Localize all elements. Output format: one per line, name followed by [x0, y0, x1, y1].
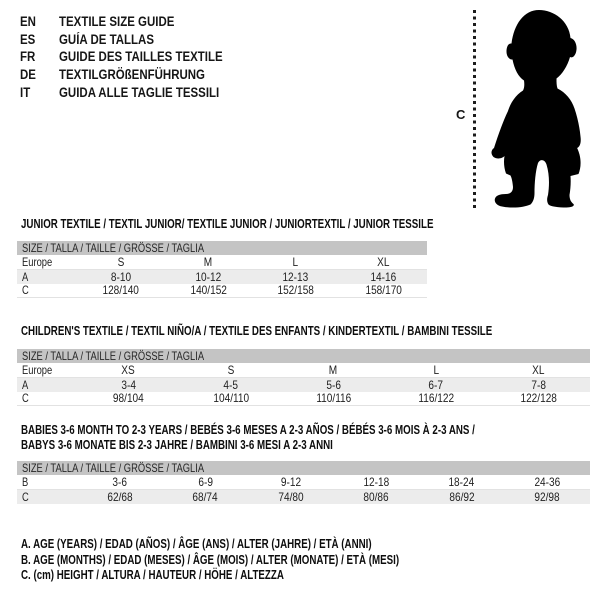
lang-code: IT — [20, 84, 31, 100]
table-row-age — [17, 270, 427, 284]
row-label: A — [22, 269, 29, 284]
lang-code: ES — [20, 31, 36, 47]
legend-line-b: B. AGE (MONTHS) / EDAD (MESES) / ÂGE (MOIS) / ALTER (MONATE) / ETÀ (MESI) — [21, 552, 400, 567]
toddler-silhouette-icon — [482, 7, 594, 214]
size-cell: 8-10 — [110, 269, 131, 284]
lang-title: TEXTILE SIZE GUIDE — [59, 14, 175, 30]
lang-title: TEXTILGRÖßENFÜHRUNG — [59, 67, 205, 83]
size-cell: 9-12 — [280, 475, 301, 489]
row-label: C — [22, 391, 29, 405]
size-cell: 3-4 — [121, 377, 136, 392]
language-guide — [20, 13, 252, 101]
children-table-title: CHILDREN'S TEXTILE / TEXTIL NIÑO/A / TEXTILE DES ENFANTS / KINDERTEXTIL / BAMBINI TESSILE — [21, 324, 493, 338]
size-cell: XL — [377, 255, 390, 269]
legend-line-c: C. (cm) HEIGHT / ALTURA / HAUTEUR / HÖHE / ALTEZZA — [21, 568, 284, 582]
babies-table-title: BABIES 3-6 MONTH TO 2-3 YEARS / BEBÉS 3-6 MESES A 2-3 AÑOS / BÉBÉS 3-6 MOIS À 2-3 ANS / BABYS 3-6 MONATE BIS 2-3 JAHRE / BAMBINI 3-6 MESI A 2-3 ANNI — [21, 423, 475, 452]
size-cell: 62/68 — [107, 489, 133, 504]
size-cell: 4-5 — [223, 377, 239, 392]
size-cell: 116/122 — [418, 391, 454, 405]
children-size-table — [17, 349, 590, 406]
size-cell: 80/86 — [363, 489, 389, 504]
table-row-height — [17, 490, 590, 504]
table-row-height — [17, 392, 590, 406]
size-cell: M — [329, 363, 338, 377]
row-label: A — [22, 377, 29, 392]
table-row-age — [17, 378, 590, 392]
row-label: B — [22, 475, 29, 489]
size-cell: 12-13 — [282, 269, 309, 284]
size-cell: 98/104 — [112, 391, 144, 405]
lang-row-fr — [20, 48, 252, 66]
babies-size-table — [17, 461, 590, 504]
row-label: C — [22, 489, 29, 504]
size-cell: 14-16 — [370, 269, 397, 284]
size-cell: 92/98 — [534, 489, 560, 504]
size-cell: 6-7 — [428, 377, 444, 392]
table-row-age-months — [17, 476, 590, 490]
size-cell: S — [117, 255, 125, 269]
size-cell: 140/152 — [190, 283, 227, 297]
size-cell: 122/128 — [520, 391, 557, 405]
lang-row-en — [20, 13, 252, 31]
size-cell: 6-9 — [197, 475, 213, 489]
table-row-europe — [17, 364, 590, 378]
lang-title: GUIDE DES TAILLES TEXTILE — [59, 49, 223, 65]
lang-title: GUÍA DE TALLAS — [59, 31, 154, 47]
size-cell: L — [292, 255, 299, 269]
row-label: Europe — [22, 363, 53, 377]
junior-table-title: JUNIOR TEXTILE / TEXTIL JUNIOR/ TEXTILE JUNIOR / JUNIORTEXTIL / JUNIOR TESSILE — [21, 217, 434, 231]
lang-title: GUIDA ALLE TAGLIE TESSILI — [59, 84, 220, 100]
size-header-band: SIZE / TALLA / TAILLE / GRÖSSE / TAGLIA — [17, 461, 590, 475]
size-cell: 24-36 — [534, 475, 561, 489]
measurement-legend — [21, 537, 506, 584]
lang-code: FR — [20, 49, 36, 65]
size-cell: 74/80 — [278, 489, 304, 504]
size-cell: 152/158 — [277, 283, 314, 297]
junior-size-table — [17, 241, 427, 298]
lang-code: DE — [20, 67, 36, 83]
size-header-band: SIZE / TALLA / TAILLE / GRÖSSE / TAGLIA — [17, 241, 427, 255]
size-cell: 104/110 — [213, 391, 249, 405]
size-cell: 10-12 — [195, 269, 222, 284]
lang-row-it — [20, 83, 252, 101]
lang-code: EN — [20, 14, 36, 30]
size-cell: XL — [532, 363, 545, 377]
row-label: Europe — [22, 255, 53, 269]
size-cell: 12-18 — [363, 475, 390, 489]
lang-row-de — [20, 66, 252, 84]
lang-row-es — [20, 31, 252, 49]
size-cell: 158/170 — [365, 283, 402, 297]
height-label: C — [456, 107, 466, 122]
size-header-band: SIZE / TALLA / TAILLE / GRÖSSE / TAGLIA — [17, 349, 590, 363]
height-measure-dotted-line — [473, 10, 476, 208]
size-cell: S — [227, 363, 235, 377]
row-label: C — [22, 283, 29, 297]
size-cell: XS — [121, 363, 136, 377]
size-cell: 7-8 — [531, 377, 546, 392]
size-cell: 5-6 — [326, 377, 341, 392]
size-cell: 68/74 — [192, 489, 218, 504]
size-cell: 18-24 — [448, 475, 475, 489]
size-cell: M — [204, 255, 213, 269]
size-cell: 3-6 — [112, 475, 128, 489]
legend-line-a: A. AGE (YEARS) / EDAD (AÑOS) / ÂGE (ANS) / ALTER (JAHRE) / ETÀ (ANNI) — [21, 537, 372, 551]
table-row-height — [17, 284, 427, 298]
table-row-europe — [17, 256, 427, 270]
size-cell: 128/140 — [102, 283, 139, 297]
size-cell: 86/92 — [449, 489, 475, 504]
size-cell: L — [433, 363, 439, 377]
size-cell: 110/116 — [316, 391, 351, 405]
